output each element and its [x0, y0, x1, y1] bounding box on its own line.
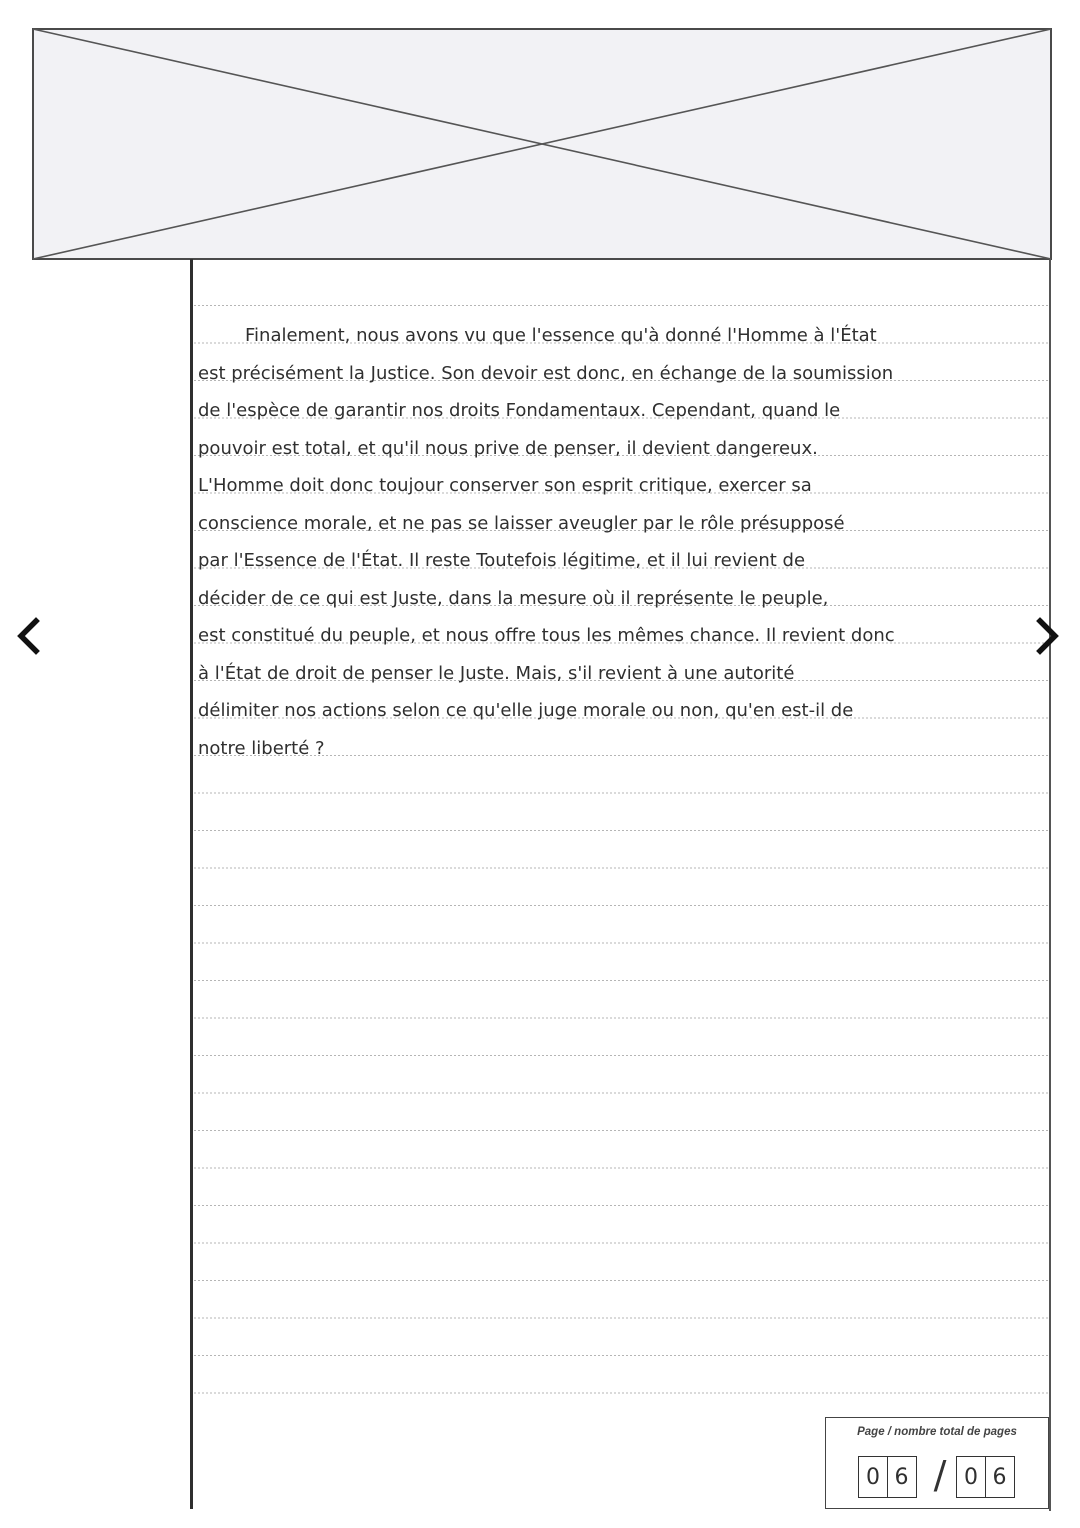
handwritten-line: décider de ce qui est Juste, dans la mesure où il représente le peuple, — [198, 587, 829, 609]
handwritten-line: à l'État de droit de penser le Juste. Mais, s'il revient à une autorité — [198, 662, 795, 684]
handwritten-line: L'Homme doit donc toujour conserver son esprit critique, exercer sa — [198, 475, 812, 496]
right-border-line — [1049, 259, 1051, 1511]
current-page-digits — [858, 1456, 915, 1498]
digit-cell: 0 — [956, 1456, 986, 1498]
handwritten-line: notre liberté ? — [198, 737, 325, 759]
next-page-button[interactable] — [1028, 614, 1068, 658]
handwritten-line: conscience morale, et ne pas se laisser aveugler par le rôle présupposé — [198, 512, 845, 534]
handwritten-line: par l'Essence de l'État. Il reste Toutefois légitime, et il lui revient de — [198, 550, 806, 571]
handwritten-line: est constitué du peuple, et nous offre tous les mêmes chance. Il revient donc — [198, 625, 895, 646]
handwritten-line: Finalement, nous avons vu que l'essence qu'à donné l'Homme à l'État — [245, 325, 877, 346]
total-pages-digits — [956, 1456, 1013, 1498]
page-separator: / — [933, 1453, 947, 1497]
page-counter-label: Page / nombre total de pages — [857, 1426, 1017, 1438]
chevron-left-icon[interactable] — [8, 614, 48, 658]
prev-page-button[interactable] — [8, 614, 48, 658]
handwritten-line: de l'espèce de garantir nos droits Fondamentaux. Cependant, quand le — [198, 400, 841, 421]
left-margin-line — [190, 259, 193, 1509]
digit-cell: 6 — [985, 1456, 1015, 1498]
digit-cell: 6 — [887, 1456, 917, 1498]
page-counter-box — [825, 1417, 1049, 1509]
handwritten-line: est précisément la Justice. Son devoir est donc, en échange de la soumission — [198, 362, 894, 384]
handwritten-essay — [198, 317, 1044, 767]
chevron-right-icon[interactable] — [1028, 614, 1068, 658]
digit-cell: 0 — [858, 1456, 888, 1498]
handwritten-line: délimiter nos actions selon ce qu'elle juge morale ou non, qu'en est-il de — [198, 700, 854, 721]
handwritten-line: pouvoir est total, et qu'il nous prive de penser, il devient dangereux. — [198, 437, 818, 459]
